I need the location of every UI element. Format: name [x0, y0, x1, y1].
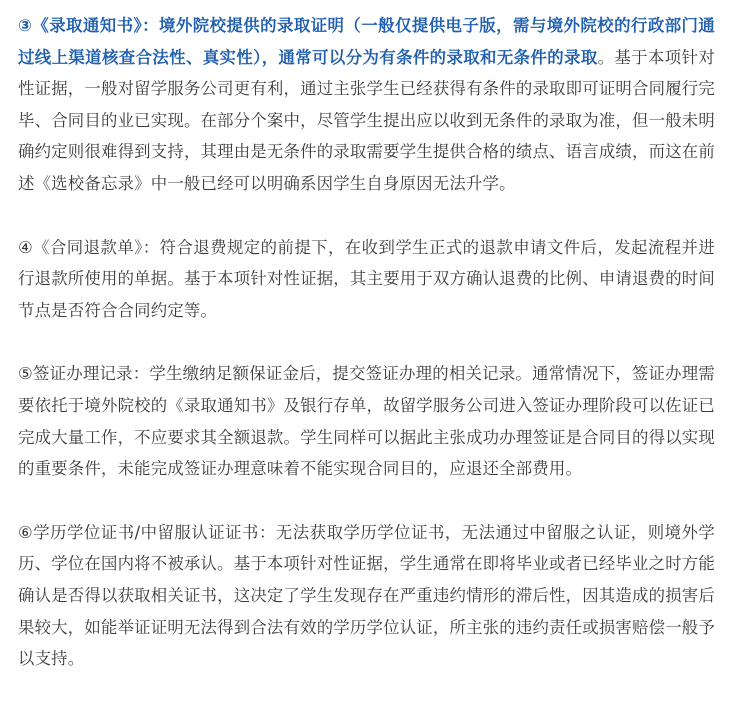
- paragraph-admission-notice: [18, 10, 715, 200]
- paragraph-degree-certificate: [18, 517, 715, 675]
- paragraph-refund-form-text: ④《合同退款单》：符合退费规定的前提下，在收到学生正式的退款申请文件后，发起流程并进行退款所使用的单据。基于本项针对性证据，其主要用于双方确认退费的比例、申请退费的时间节点是否符合合同约定等。: [18, 237, 715, 320]
- article-body: [18, 10, 715, 675]
- paragraph-degree-certificate-text: ⑥学历学位证书/中留服认证证书：无法获取学历学位证书，无法通过中留服之认证，则境外学历、学位在国内将不被承认。基于本项针对性证据，学生通常在即将毕业或者已经毕业之时方能确认是否得以获取相关证书，这决定了学生发现存在严重违约情形的滞后性，因其造成的损害后果较大，如能举证证明无法得到合法有效的学历学位认证，所主张的违约责任或损害赔偿一般予以支持。: [18, 522, 715, 669]
- paragraph-admission-notice-text: 。基于本项针对性证据，一般对留学服务公司更有利，通过主张学生已经获得有条件的录取即可证明合同履行完毕、合同目的业已实现。在部分个案中，尽管学生提出应以收到无条件的录取为准，但一般未明确约定则很难得到支持，其理由是无条件的录取需要学生提供合格的绩点、语言成绩，而这在前述《选校备忘录》中一般已经可以明确系因学生自身原因无法升学。: [18, 47, 715, 193]
- paragraph-visa-record-text: ⑤签证办理记录：学生缴纳足额保证金后，提交签证办理的相关记录。通常情况下，签证办理需要依托于境外院校的《录取通知书》及银行存单，故留学服务公司进入签证办理阶段可以佐证已完成大量工作，不应要求其全额退款。学生同样可以据此主张成功办理签证是合同目的得以实现的重要条件，未能完成签证办理意味着不能实现合同目的，应退还全部费用。: [18, 364, 715, 479]
- highlight-admission-notice: ③《录取通知书》：境外院校提供的录取证明（一般仅提供电子版，需与境外院校的行政部门通过线上渠道核查合法性、真实性），通常可以分为有条件的录取和无条件的录取: [18, 16, 715, 67]
- paragraph-refund-form: [18, 232, 715, 327]
- paragraph-visa-record: [18, 358, 715, 484]
